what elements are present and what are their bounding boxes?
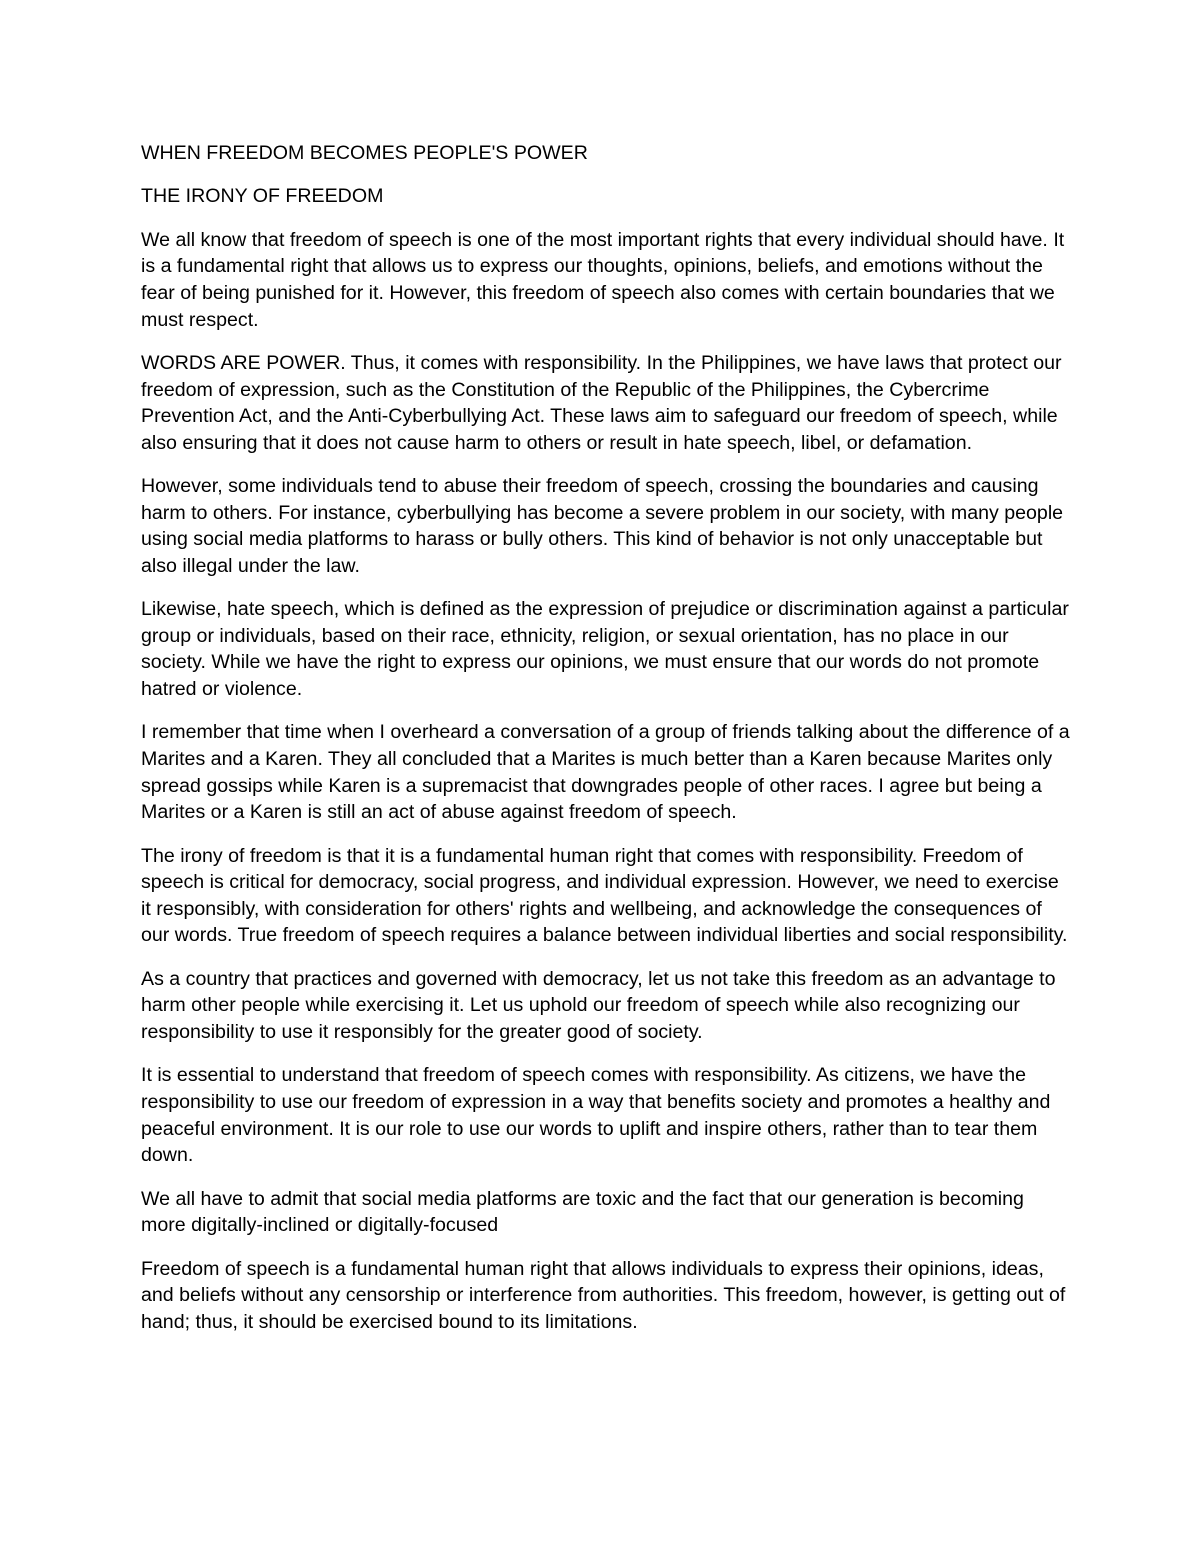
paragraph: We all know that freedom of speech is one of the most important rights that every individual should have. It is a fundamental right that allows us to express our thoughts, opinions, beliefs, and emotions without the fear of being punished for it. However, this freedom of speech also comes with certain boundaries that we must respect.: [141, 228, 1065, 331]
document-body: [141, 140, 1071, 1352]
paragraph: The irony of freedom is that it is a fundamental human right that comes with responsibility. Freedom of speech is critical for democracy, social progress, and individual expression. However, we need to exercise it responsibly, with consideration for others' rights and wellbeing, and acknowledge the consequences of our words. True freedom of speech requires a balance between individual liberties and social responsibility.: [141, 844, 1068, 947]
document-subtitle: THE IRONY OF FREEDOM: [141, 185, 384, 208]
paragraph: We all have to admit that social media platforms are toxic and the fact that our generation is becoming more digitally-inclined or digitally-focused: [141, 1187, 1024, 1237]
paragraph: As a country that practices and governed with democracy, let us not take this freedom as an advantage to harm other people while exercising it. Let us uphold our freedom of speech while also recognizing our responsibility to use it responsibly for the greater good of society.: [141, 967, 1056, 1043]
paragraph: Freedom of speech is a fundamental human right that allows individuals to express their opinions, ideas, and beliefs without any censorship or interference from authorities. This freedom, however, is getting out of hand; thus, it should be exercised bound to its limitations.: [141, 1257, 1066, 1333]
paragraph: It is essential to understand that freedom of speech comes with responsibility. As citizens, we have the responsibility to use our freedom of expression in a way that benefits society and promotes a healthy and peaceful environment. It is our role to use our words to uplift and inspire others, rather than to tear them down.: [141, 1064, 1051, 1167]
paragraph: I remember that time when I overheard a conversation of a group of friends talking about the difference of a Marites and a Karen. They all concluded that a Marites is much better than a Karen because Marites only spread gossips while Karen is a supremacist that downgrades people of other races. I agree but being a Marites or a Karen is still an act of abuse against freedom of speech.: [141, 721, 1070, 824]
paragraph: Likewise, hate speech, which is defined as the expression of prejudice or discrimination against a particular group or individuals, based on their race, ethnicity, religion, or sexual orientation, has no place in our society. While we have the right to express our opinions, we must ensure that our words do not promote hatred or violence.: [141, 598, 1069, 701]
document-title: WHEN FREEDOM BECOMES PEOPLE'S POWER: [141, 142, 588, 164]
paragraph: However, some individuals tend to abuse their freedom of speech, crossing the boundaries and causing harm to others. For instance, cyberbullying has become a severe problem in our society, with many people using social media platforms to harass or bully others. This kind of behavior is not only unacceptable but also illegal under the law.: [141, 475, 1064, 577]
paragraph: WORDS ARE POWER. Thus, it comes with responsibility. In the Philippines, we have laws that protect our freedom of expression, such as the Constitution of the Republic of the Philippines, the Cybercrime Prevention Act, and the Anti-Cyberbullying Act. These laws aim to safeguard our freedom of speech, while also ensuring that it does not cause harm to others or result in hate speech, libel, or defamation.: [141, 351, 1062, 454]
